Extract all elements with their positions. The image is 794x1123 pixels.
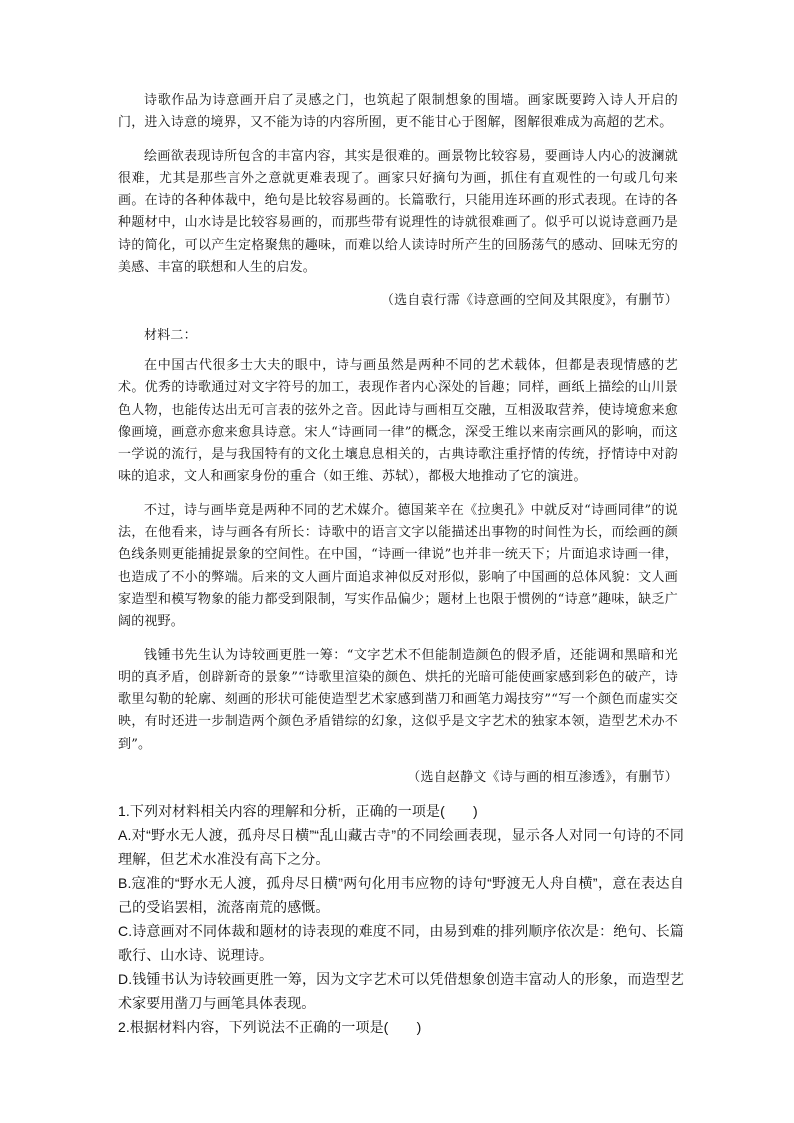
question-stem: 1.下列对材料相关内容的理解和分析，正确的一项是( ): [118, 803, 478, 819]
question-option-b: B.寇准的“野水无人渡，孤舟尽日横”两句化用韦应物的诗句“野渡无人舟自横”，意在表达自己的受谄罢相，流落南荒的感慨。: [118, 875, 684, 915]
source-citation: （选自袁行霈《诗意画的空间及其限度》，有删节）: [380, 293, 678, 309]
question-section: [118, 799, 684, 1039]
passage-paragraph: 诗歌作品为诗意画开启了灵感之门，也筑起了限制想象的围墙。画家既要跨入诗人开启的门，进入诗意的境界，又不能为诗的内容所囿，更不能甘心于图解，图解很难成为高超的艺术。: [118, 93, 678, 131]
passage-paragraph: 不过，诗与画毕竟是两种不同的艺术媒介。德国莱辛在《拉奥孔》中就反对“诗画同律”的说法，在他看来，诗与画各有所长：诗歌中的语言文字以能描述出事物的时间性为长，而绘画的颜色线条则更能捕捉景象的空间性。在中国，“诗画一律说”也并非一统天下；片面追求诗画一律，也造成了不小的弊端。后来的文人画片面追求神似反对形似，影响了中国画的总体风貌：文人画家造型和模写物象的能力都受到限制，写实作品偏少；题材上也限于惯例的“诗意”趣味，缺乏广阔的视野。: [118, 502, 678, 630]
passage-paragraph: 在中国古代很多士大夫的眼中，诗与画虽然是两种不同的艺术载体，但都是表现情感的艺术。优秀的诗歌通过对文字符号的加工，表现作者内心深处的旨趣；同样，画纸上描绘的山川景色人物，也能传达出无可言表的弦外之音。因此诗与画相互交融，互相汲取营养，使诗境愈来愈像画境，画意亦愈来愈具诗意。宋人“诗画同一律”的概念，深受王维以来南宗画风的影响，而这一学说的流行，是与我国特有的文化土壤息息相关的，古典诗歌注重抒情的传统，抒情诗中对韵味的追求，文人和画家身份的重合（如王维、苏轼），都极大地推动了它的演进。: [118, 357, 678, 485]
question-stem: 2.根据材料内容，下列说法不正确的一项是( ): [118, 1019, 422, 1035]
source-citation: （选自赵静文《诗与画的相互渗透》，有删节）: [407, 770, 678, 786]
question-option-a: A.对“野水无人渡，孤舟尽日横”“乱山藏古寺”的不同绘画表现，显示各人对同一句诗的不同理解，但艺术水准没有高下之分。: [118, 827, 684, 867]
passage-paragraph: 钱锺书先生认为诗较画更胜一筹：“文字艺术不但能制造颜色的假矛盾，还能调和黑暗和光明的真矛盾，创辟新奇的景象”“诗歌里渲染的颜色、烘托的光暗可能使画家感到彩色的破产，诗歌里勾勒的轮廓、刻画的形状可能使造型艺术家感到凿刀和画笔力竭技穷”“写一个颜色而虚实交映，有时还进一步制造两个颜色矛盾错综的幻象，这似乎是文字艺术的独家本领，造型艺术办不到”。: [118, 647, 678, 752]
reading-passage: [118, 90, 678, 801]
question-option-c: C.诗意画对不同体裁和题材的诗表现的难度不同，由易到难的排列顺序依次是：绝句、长篇歌行、山水诗、说理诗。: [118, 923, 684, 963]
question-option-d: D.钱锺书认为诗较画更胜一筹，因为文字艺术可以凭借想象创造丰富动人的形象，而造型艺术家要用凿刀与画笔具体表现。: [118, 971, 684, 1011]
passage-paragraph: 绘画欲表现诗所包含的丰富内容，其实是很难的。画景物比较容易，要画诗人内心的波澜就很难，尤其是那些言外之意就更难表现了。画家只好摘句为画，抓住有直观性的一句或几句来画。在诗的各种体裁中，绝句是比较容易画的。长篇歌行，只能用连环画的形式表现。在诗的各种题材中，山水诗是比较容易画的，而那些带有说理性的诗就很难画了。似乎可以说诗意画乃是诗的简化，可以产生定格聚焦的趣味，而难以给人读诗时所产生的回肠荡气的感动、回味无穷的美感、丰富的联想和人生的启发。: [118, 148, 678, 276]
material-label: 材料二：: [144, 327, 197, 343]
